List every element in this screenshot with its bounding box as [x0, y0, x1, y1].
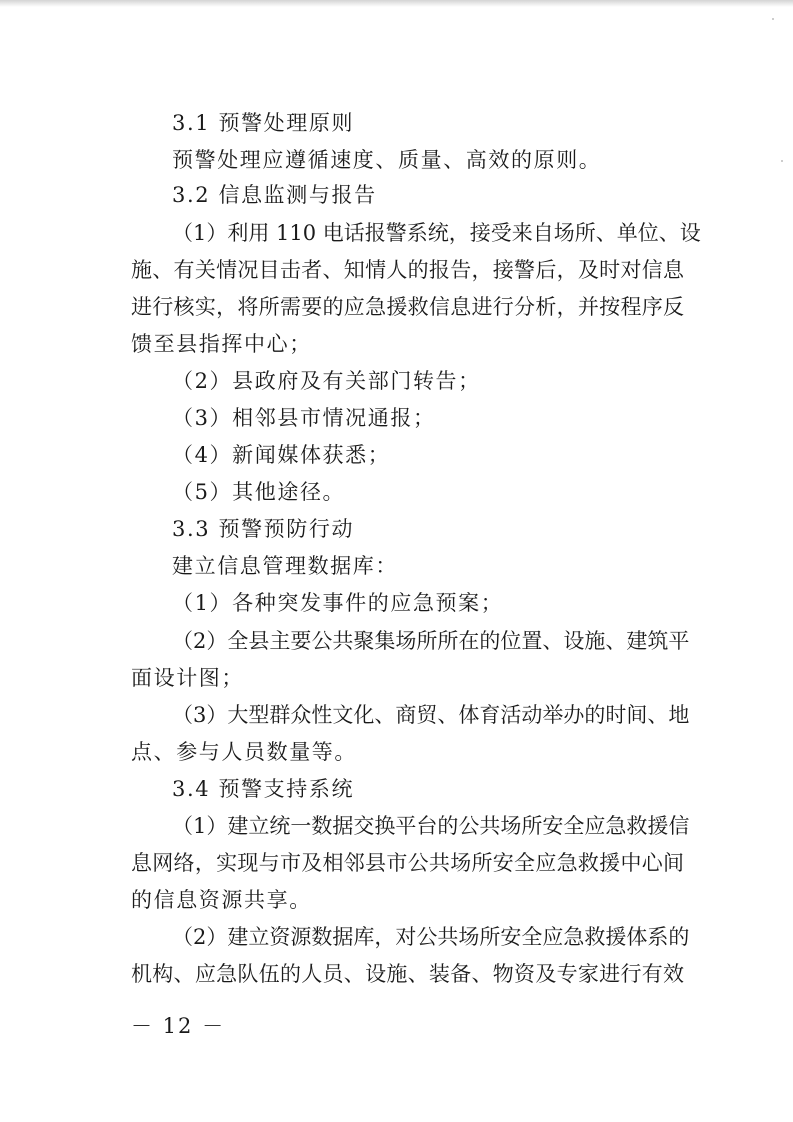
- paragraph-line: 施、有关情况目击者、知情人的报告，接警后，及时对信息: [131, 258, 684, 282]
- paragraph-line: 馈至县指挥中心；: [131, 332, 312, 356]
- paragraph-line: （1）利用 110 电话报警系统，接受来自场所、单位、设: [172, 221, 701, 245]
- list-item: （3）相邻县市情况通报；: [172, 406, 436, 430]
- section-heading-3-4: 3.4 预警支持系统: [172, 777, 355, 801]
- paragraph-line: 点、参与人员数量等。: [131, 740, 357, 764]
- list-item: （1）建立统一数据交换平台的公共场所安全应急救援信: [172, 814, 690, 838]
- list-item: （5）其他途径。: [172, 480, 346, 504]
- paragraph-line: 预警处理应遵循速度、质量、高效的原则。: [172, 148, 602, 172]
- paragraph-line: 机构、应急队伍的人员、设施、装备、物资及专家进行有效: [131, 962, 684, 986]
- section-heading-3-2: 3.2 信息监测与报告: [172, 183, 377, 207]
- section-heading-3-3: 3.3 预警预防行动: [172, 517, 355, 541]
- list-item: （2）建立资源数据库，对公共场所安全应急救援体系的: [172, 925, 690, 949]
- list-item: （2）县政府及有关部门转告；: [172, 369, 481, 393]
- paragraph-line: 面设计图；: [131, 666, 244, 690]
- page-number: － 12 －: [131, 1014, 226, 1038]
- list-item: （2）全县主要公共聚集场所所在的位置、设施、建筑平: [172, 629, 690, 653]
- list-item: （4）新闻媒体获悉；: [172, 443, 391, 467]
- list-item: （1）各种突发事件的应急预案；: [172, 591, 504, 615]
- list-item: （3）大型群众性文化、商贸、体育活动举办的时间、地: [172, 703, 690, 727]
- section-heading-3-1: 3.1 预警处理原则: [172, 111, 355, 135]
- paragraph-line: 进行核实，将所需要的应急援救信息进行分析，并按程序反: [131, 295, 684, 319]
- paragraph-line: 的信息资源共享。: [131, 888, 312, 912]
- paragraph-line: 息网络，实现与市及相邻县市公共场所安全应急救援中心间: [131, 851, 684, 875]
- paragraph-line: 建立信息管理数据库：: [172, 554, 398, 578]
